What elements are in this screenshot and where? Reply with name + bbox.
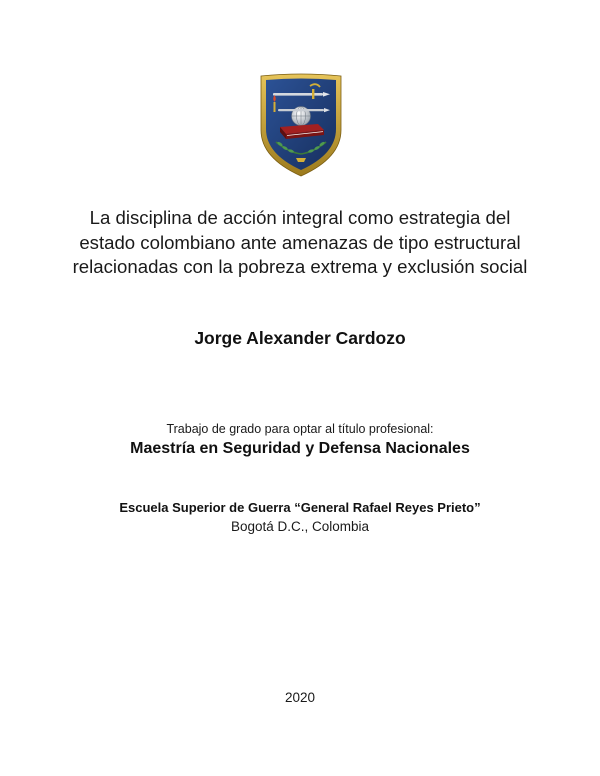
institution-location: Bogotá D.C., Colombia: [230, 519, 370, 534]
degree-intro-text: Trabajo de grado para optar al título profesional:: [166, 422, 434, 436]
degree-name: Maestría en Seguridad y Defensa Nacionales: [130, 440, 470, 457]
thesis-title: La disciplina de acción integral como estrategia del estado colombiano ante amenazas de tipo estructural relacionadas con la pobreza extrema y exclusión social: [72, 207, 528, 277]
publication-year: 2020: [284, 690, 316, 705]
author-name: Jorge Alexander Cardozo: [194, 328, 406, 348]
shield-crest-icon: [258, 72, 344, 178]
institution-name: Escuela Superior de Guerra “General Rafael Reyes Prieto”: [119, 500, 481, 515]
